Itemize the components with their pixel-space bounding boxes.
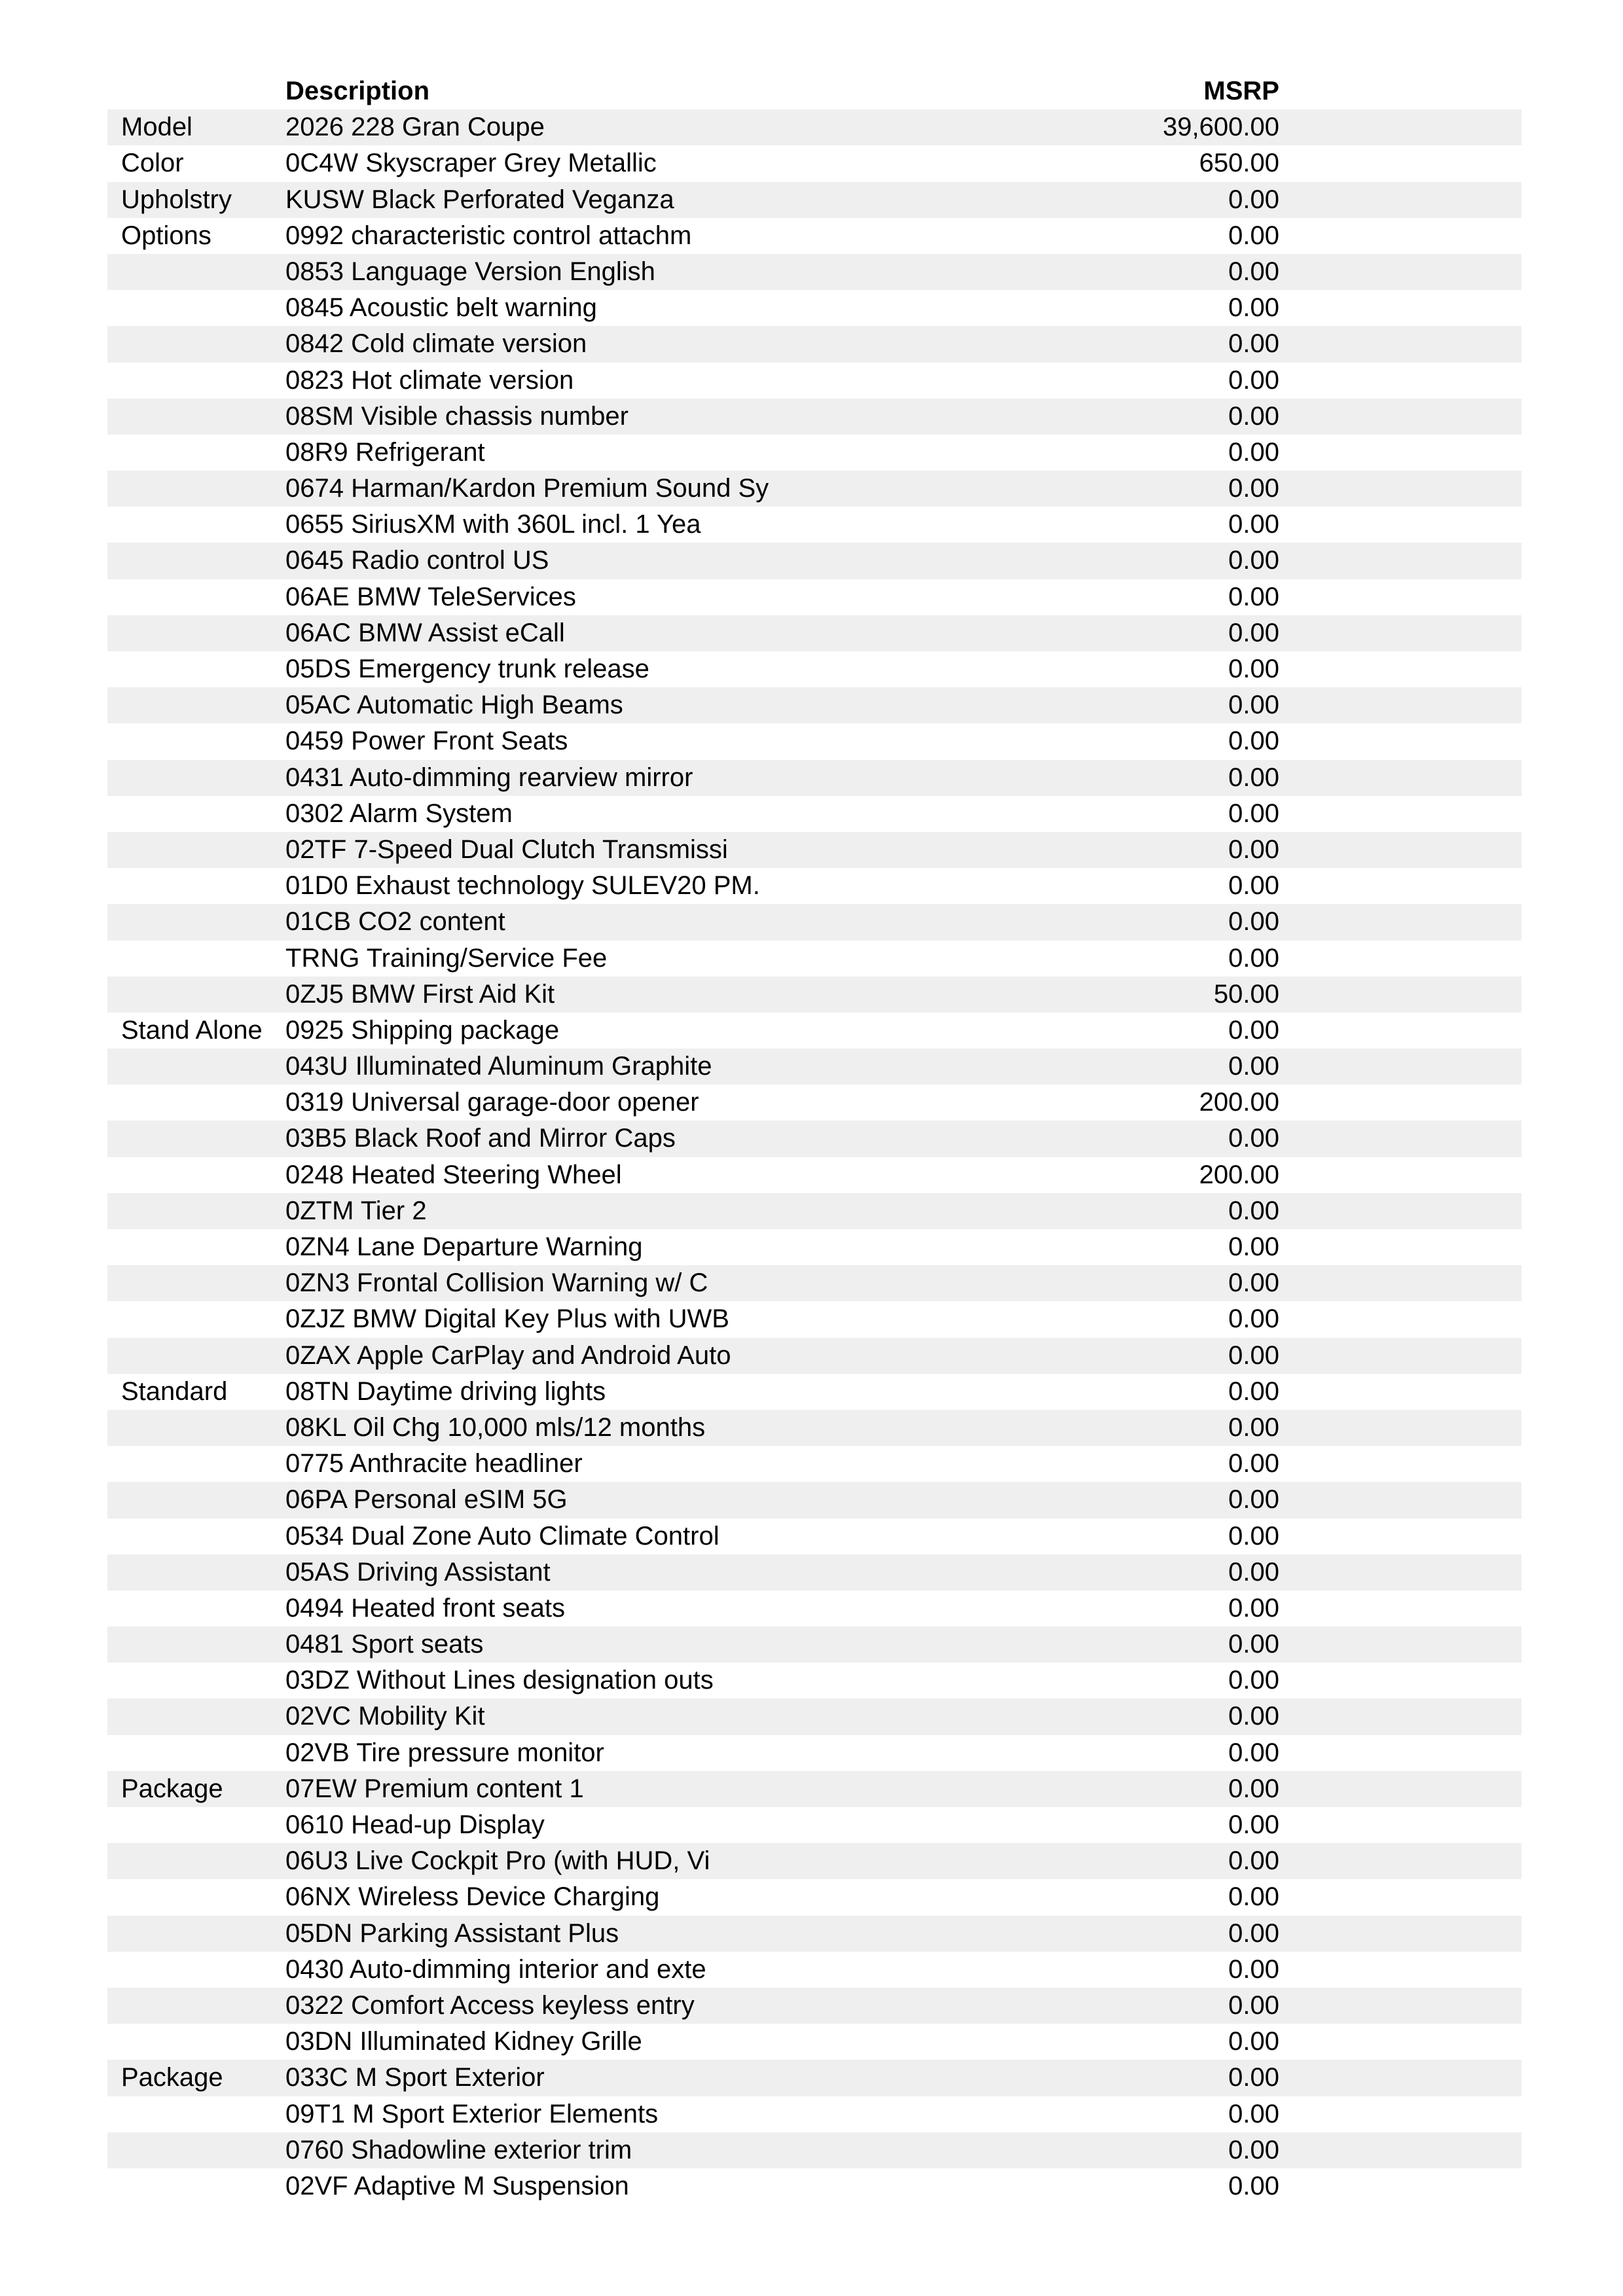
- row-description: 06AC BMW Assist eCall: [285, 618, 565, 647]
- row-msrp: 0.00: [1228, 1990, 1279, 2020]
- row-category: [121, 1121, 278, 1157]
- table-row: [107, 1193, 1522, 1229]
- row-category: [121, 254, 278, 290]
- table-row: [107, 1338, 1522, 1374]
- table-row: [107, 1301, 1522, 1337]
- table-row: [107, 1518, 1522, 1554]
- row-msrp: 0.00: [1228, 1449, 1279, 1479]
- table-row: [107, 1952, 1522, 1988]
- row-description: 01CB CO2 content: [285, 907, 505, 937]
- table-row: [107, 1916, 1522, 1952]
- row-category: [121, 1843, 278, 1879]
- row-msrp: 0.00: [1228, 1412, 1279, 1442]
- row-msrp: 0.00: [1228, 221, 1279, 250]
- row-msrp: 0.00: [1228, 1810, 1279, 1839]
- row-description: 0431 Auto-dimming rearview mirror: [285, 762, 693, 792]
- row-msrp: 0.00: [1228, 329, 1279, 359]
- row-category: [121, 1988, 278, 2024]
- row-msrp: 0.00: [1228, 1557, 1279, 1587]
- row-category: [121, 723, 278, 759]
- row-msrp: 0.00: [1228, 1268, 1279, 1298]
- row-category: [121, 1446, 278, 1482]
- row-msrp: 0.00: [1228, 293, 1279, 323]
- row-description: 08KL Oil Chg 10,000 mls/12 months: [285, 1412, 706, 1442]
- row-category: [121, 1265, 278, 1301]
- row-category: [121, 1590, 278, 1626]
- table-row: [107, 1698, 1522, 1734]
- row-description: 05DS Emergency trunk release: [285, 655, 649, 683]
- row-category: [121, 868, 278, 904]
- row-description: 0534 Dual Zone Auto Climate Control: [285, 1521, 720, 1551]
- row-description: 06U3 Live Cockpit Pro (with HUD, Vi: [285, 1846, 710, 1876]
- row-description: 043U Illuminated Aluminum Graphite: [285, 1052, 712, 1081]
- row-msrp: 0.00: [1228, 1882, 1279, 1912]
- row-msrp: 0.00: [1228, 1015, 1279, 1045]
- row-description: 2026 228 Gran Coupe: [285, 113, 545, 142]
- table-row: [107, 471, 1522, 507]
- row-description: 02VF Adaptive M Suspension: [285, 2171, 629, 2200]
- table-row: [107, 796, 1522, 832]
- table-row: [107, 1049, 1522, 1085]
- row-category: [121, 651, 278, 687]
- row-msrp: 0.00: [1228, 1630, 1279, 1659]
- row-category: [121, 1952, 278, 1988]
- row-msrp: 0.00: [1228, 1954, 1279, 1984]
- row-category: [121, 435, 278, 471]
- row-category: [121, 904, 278, 940]
- row-msrp: 0.00: [1228, 1052, 1279, 1081]
- row-msrp: 0.00: [1228, 1304, 1279, 1334]
- row-msrp: 0.00: [1228, 401, 1279, 431]
- table-row: [107, 1843, 1522, 1879]
- table-row: [107, 2024, 1522, 2060]
- row-msrp: 0.00: [1228, 655, 1279, 683]
- table-row: [107, 326, 1522, 362]
- row-category: [121, 2024, 278, 2060]
- table-row: [107, 1446, 1522, 1482]
- row-description: 0319 Universal garage-door opener: [285, 1088, 699, 1117]
- table-row: [107, 615, 1522, 651]
- row-category: [121, 326, 278, 362]
- row-msrp: 0.00: [1228, 1232, 1279, 1261]
- table-row: [107, 435, 1522, 471]
- row-description: 06NX Wireless Device Charging: [285, 1882, 660, 1912]
- row-category: [121, 2132, 278, 2168]
- msrp-table: [107, 73, 1522, 2204]
- table-row: [107, 109, 1522, 145]
- row-category: Options: [121, 221, 211, 250]
- table-row: [107, 1988, 1522, 2024]
- row-category: Upholstry: [121, 185, 232, 214]
- row-msrp: 0.00: [1228, 1738, 1279, 1767]
- header-description: Description: [285, 77, 430, 105]
- table-row: [107, 1590, 1522, 1626]
- row-msrp: 0.00: [1228, 474, 1279, 503]
- row-msrp: 0.00: [1228, 691, 1279, 720]
- table-row: [107, 1482, 1522, 1518]
- row-category: [121, 543, 278, 579]
- row-msrp: 0.00: [1228, 2099, 1279, 2128]
- row-msrp: 0.00: [1228, 943, 1279, 973]
- row-msrp: 0.00: [1228, 1376, 1279, 1406]
- row-msrp: 0.00: [1228, 1593, 1279, 1623]
- row-category: [121, 399, 278, 435]
- row-category: [121, 2096, 278, 2132]
- row-category: [121, 1518, 278, 1554]
- table-row: [107, 2096, 1522, 2132]
- row-category: [121, 1482, 278, 1518]
- row-category: [121, 1916, 278, 1952]
- row-category: [121, 579, 278, 615]
- row-description: 02VC Mobility Kit: [285, 1702, 485, 1731]
- row-category: [121, 941, 278, 977]
- table-row: [107, 687, 1522, 723]
- row-description: 0610 Head-up Display: [285, 1810, 545, 1839]
- table-row: [107, 579, 1522, 615]
- header-msrp: MSRP: [1203, 77, 1279, 105]
- table-row: [107, 941, 1522, 977]
- row-description: 02VB Tire pressure monitor: [285, 1738, 604, 1767]
- row-msrp: 0.00: [1228, 798, 1279, 828]
- table-row: [107, 1735, 1522, 1771]
- row-category: [121, 1301, 278, 1337]
- row-msrp: 0.00: [1228, 1521, 1279, 1551]
- row-msrp: 0.00: [1228, 365, 1279, 395]
- table-row: [107, 1554, 1522, 1590]
- row-msrp: 0.00: [1228, 1340, 1279, 1370]
- table-row: [107, 868, 1522, 904]
- row-description: 03B5 Black Roof and Mirror Caps: [285, 1124, 676, 1153]
- row-category: [121, 1049, 278, 1085]
- table-row: [107, 760, 1522, 796]
- row-description: 03DN Illuminated Kidney Grille: [285, 2027, 642, 2056]
- table-row: [107, 543, 1522, 579]
- table-row: [107, 1662, 1522, 1698]
- table-row: [107, 2168, 1522, 2204]
- row-category: [121, 1662, 278, 1698]
- row-msrp: 200.00: [1199, 1160, 1279, 1189]
- table-row: [107, 290, 1522, 326]
- row-description: 0494 Heated front seats: [285, 1593, 565, 1623]
- row-msrp: 0.00: [1228, 257, 1279, 286]
- table-row: [107, 1157, 1522, 1193]
- row-description: 0ZJZ BMW Digital Key Plus with UWB: [285, 1304, 729, 1334]
- row-msrp: 0.00: [1228, 1918, 1279, 1948]
- row-msrp: 0.00: [1228, 1666, 1279, 1695]
- row-category: Package: [121, 1774, 223, 1803]
- row-msrp: 0.00: [1228, 546, 1279, 575]
- row-msrp: 0.00: [1228, 582, 1279, 611]
- table-row: [107, 507, 1522, 543]
- row-category: [121, 1698, 278, 1734]
- row-description: 0925 Shipping package: [285, 1015, 560, 1045]
- row-description: 0992 characteristic control attachm: [285, 221, 692, 250]
- table-row: [107, 1121, 1522, 1157]
- row-category: [121, 1157, 278, 1193]
- table-row: [107, 1374, 1522, 1410]
- table-row: [107, 1229, 1522, 1265]
- table-row: [107, 1879, 1522, 1915]
- row-category: Model: [121, 113, 192, 142]
- table-body: [107, 109, 1522, 2204]
- row-msrp: 0.00: [1228, 762, 1279, 792]
- row-category: [121, 1879, 278, 1915]
- row-description: 08R9 Refrigerant: [285, 437, 485, 467]
- row-description: 0430 Auto-dimming interior and exte: [285, 1954, 706, 1984]
- row-category: [121, 1807, 278, 1843]
- row-description: 0853 Language Version English: [285, 257, 655, 286]
- row-description: 0645 Radio control US: [285, 546, 549, 575]
- table-row: [107, 182, 1522, 218]
- row-description: 0823 Hot climate version: [285, 365, 574, 395]
- row-description: 05AS Driving Assistant: [285, 1557, 551, 1587]
- table-row: [107, 1013, 1522, 1049]
- row-description: 05AC Automatic High Beams: [285, 691, 623, 720]
- row-category: [121, 977, 278, 1013]
- row-description: 0674 Harman/Kardon Premium Sound Sy: [285, 474, 769, 503]
- row-description: 0842 Cold climate version: [285, 329, 587, 359]
- row-category: [121, 1735, 278, 1771]
- table-row: [107, 145, 1522, 181]
- row-msrp: 650.00: [1199, 149, 1279, 178]
- header-category: [121, 73, 278, 109]
- table-row: [107, 1265, 1522, 1301]
- row-msrp: 0.00: [1228, 2027, 1279, 2056]
- row-description: 05DN Parking Assistant Plus: [285, 1918, 619, 1948]
- row-msrp: 0.00: [1228, 2063, 1279, 2092]
- row-msrp: 0.00: [1228, 871, 1279, 901]
- row-msrp: 0.00: [1228, 185, 1279, 214]
- table-row: [107, 399, 1522, 435]
- row-category: [121, 2168, 278, 2204]
- table-row: [107, 832, 1522, 868]
- row-category: [121, 471, 278, 507]
- row-description: 0481 Sport seats: [285, 1630, 484, 1659]
- row-category: [121, 1193, 278, 1229]
- row-description: 06AE BMW TeleServices: [285, 582, 576, 611]
- table-row: [107, 1085, 1522, 1121]
- row-description: 01D0 Exhaust technology SULEV20 PM.: [285, 871, 760, 901]
- row-category: [121, 687, 278, 723]
- row-description: 0775 Anthracite headliner: [285, 1449, 583, 1479]
- row-category: [121, 1229, 278, 1265]
- row-msrp: 0.00: [1228, 907, 1279, 937]
- table-header-row: [107, 73, 1522, 109]
- row-category: [121, 796, 278, 832]
- row-category: [121, 1410, 278, 1446]
- row-description: 0ZN3 Frontal Collision Warning w/ C: [285, 1268, 708, 1298]
- row-category: Color: [121, 149, 184, 178]
- row-description: TRNG Training/Service Fee: [285, 943, 608, 973]
- row-category: Stand Alone: [121, 1015, 263, 1045]
- row-description: 0322 Comfort Access keyless entry: [285, 1990, 695, 2020]
- row-msrp: 50.00: [1213, 979, 1279, 1009]
- row-msrp: 0.00: [1228, 834, 1279, 864]
- row-msrp: 0.00: [1228, 1485, 1279, 1515]
- row-msrp: 0.00: [1228, 1846, 1279, 1876]
- row-description: 0845 Acoustic belt warning: [285, 293, 597, 323]
- row-description: 033C M Sport Exterior: [285, 2063, 545, 2092]
- row-category: [121, 1554, 278, 1590]
- row-description: 0ZN4 Lane Departure Warning: [285, 1232, 643, 1261]
- table-row: [107, 2132, 1522, 2168]
- row-description: 0248 Heated Steering Wheel: [285, 1160, 622, 1189]
- row-msrp: 0.00: [1228, 726, 1279, 756]
- row-msrp: 0.00: [1228, 2135, 1279, 2164]
- row-msrp: 0.00: [1228, 437, 1279, 467]
- row-description: 0459 Power Front Seats: [285, 726, 568, 756]
- row-msrp: 0.00: [1228, 1702, 1279, 1731]
- row-msrp: 0.00: [1228, 2171, 1279, 2200]
- row-description: 08SM Visible chassis number: [285, 401, 629, 431]
- table-row: [107, 904, 1522, 940]
- row-description: 0C4W Skyscraper Grey Metallic: [285, 149, 657, 178]
- table-row: [107, 1626, 1522, 1662]
- row-category: [121, 290, 278, 326]
- row-description: 07EW Premium content 1: [285, 1774, 584, 1803]
- row-description: 0302 Alarm System: [285, 798, 513, 828]
- table-row: [107, 1771, 1522, 1807]
- row-category: [121, 615, 278, 651]
- table-row: [107, 1807, 1522, 1843]
- row-description: 0760 Shadowline exterior trim: [285, 2135, 632, 2164]
- row-category: [121, 363, 278, 399]
- table-row: [107, 1410, 1522, 1446]
- row-category: Package: [121, 2063, 223, 2092]
- table-row: [107, 977, 1522, 1013]
- row-msrp: 0.00: [1228, 510, 1279, 539]
- row-msrp: 200.00: [1199, 1088, 1279, 1117]
- table-row: [107, 2060, 1522, 2096]
- row-msrp: 0.00: [1228, 1196, 1279, 1225]
- row-description: 03DZ Without Lines designation outs: [285, 1666, 714, 1695]
- row-description: KUSW Black Perforated Veganza: [285, 185, 674, 214]
- table-row: [107, 218, 1522, 254]
- row-description: 0ZAX Apple CarPlay and Android Auto: [285, 1340, 731, 1370]
- table-row: [107, 723, 1522, 759]
- table-row: [107, 363, 1522, 399]
- row-category: [121, 507, 278, 543]
- row-msrp: 0.00: [1228, 618, 1279, 647]
- row-msrp: 39,600.00: [1163, 113, 1279, 142]
- row-category: [121, 1338, 278, 1374]
- row-description: 08TN Daytime driving lights: [285, 1376, 606, 1406]
- row-category: [121, 760, 278, 796]
- row-category: Standard: [121, 1376, 228, 1406]
- row-category: [121, 1085, 278, 1121]
- row-description: 02TF 7-Speed Dual Clutch Transmissi: [285, 834, 728, 864]
- row-description: 0655 SiriusXM with 360L incl. 1 Yea: [285, 510, 701, 539]
- table-row: [107, 254, 1522, 290]
- row-category: [121, 1626, 278, 1662]
- row-category: [121, 832, 278, 868]
- row-description: 09T1 M Sport Exterior Elements: [285, 2099, 659, 2128]
- table-row: [107, 651, 1522, 687]
- row-description: 0ZTM Tier 2: [285, 1196, 427, 1225]
- row-msrp: 0.00: [1228, 1774, 1279, 1803]
- row-description: 06PA Personal eSIM 5G: [285, 1485, 568, 1515]
- row-msrp: 0.00: [1228, 1124, 1279, 1153]
- row-description: 0ZJ5 BMW First Aid Kit: [285, 979, 555, 1009]
